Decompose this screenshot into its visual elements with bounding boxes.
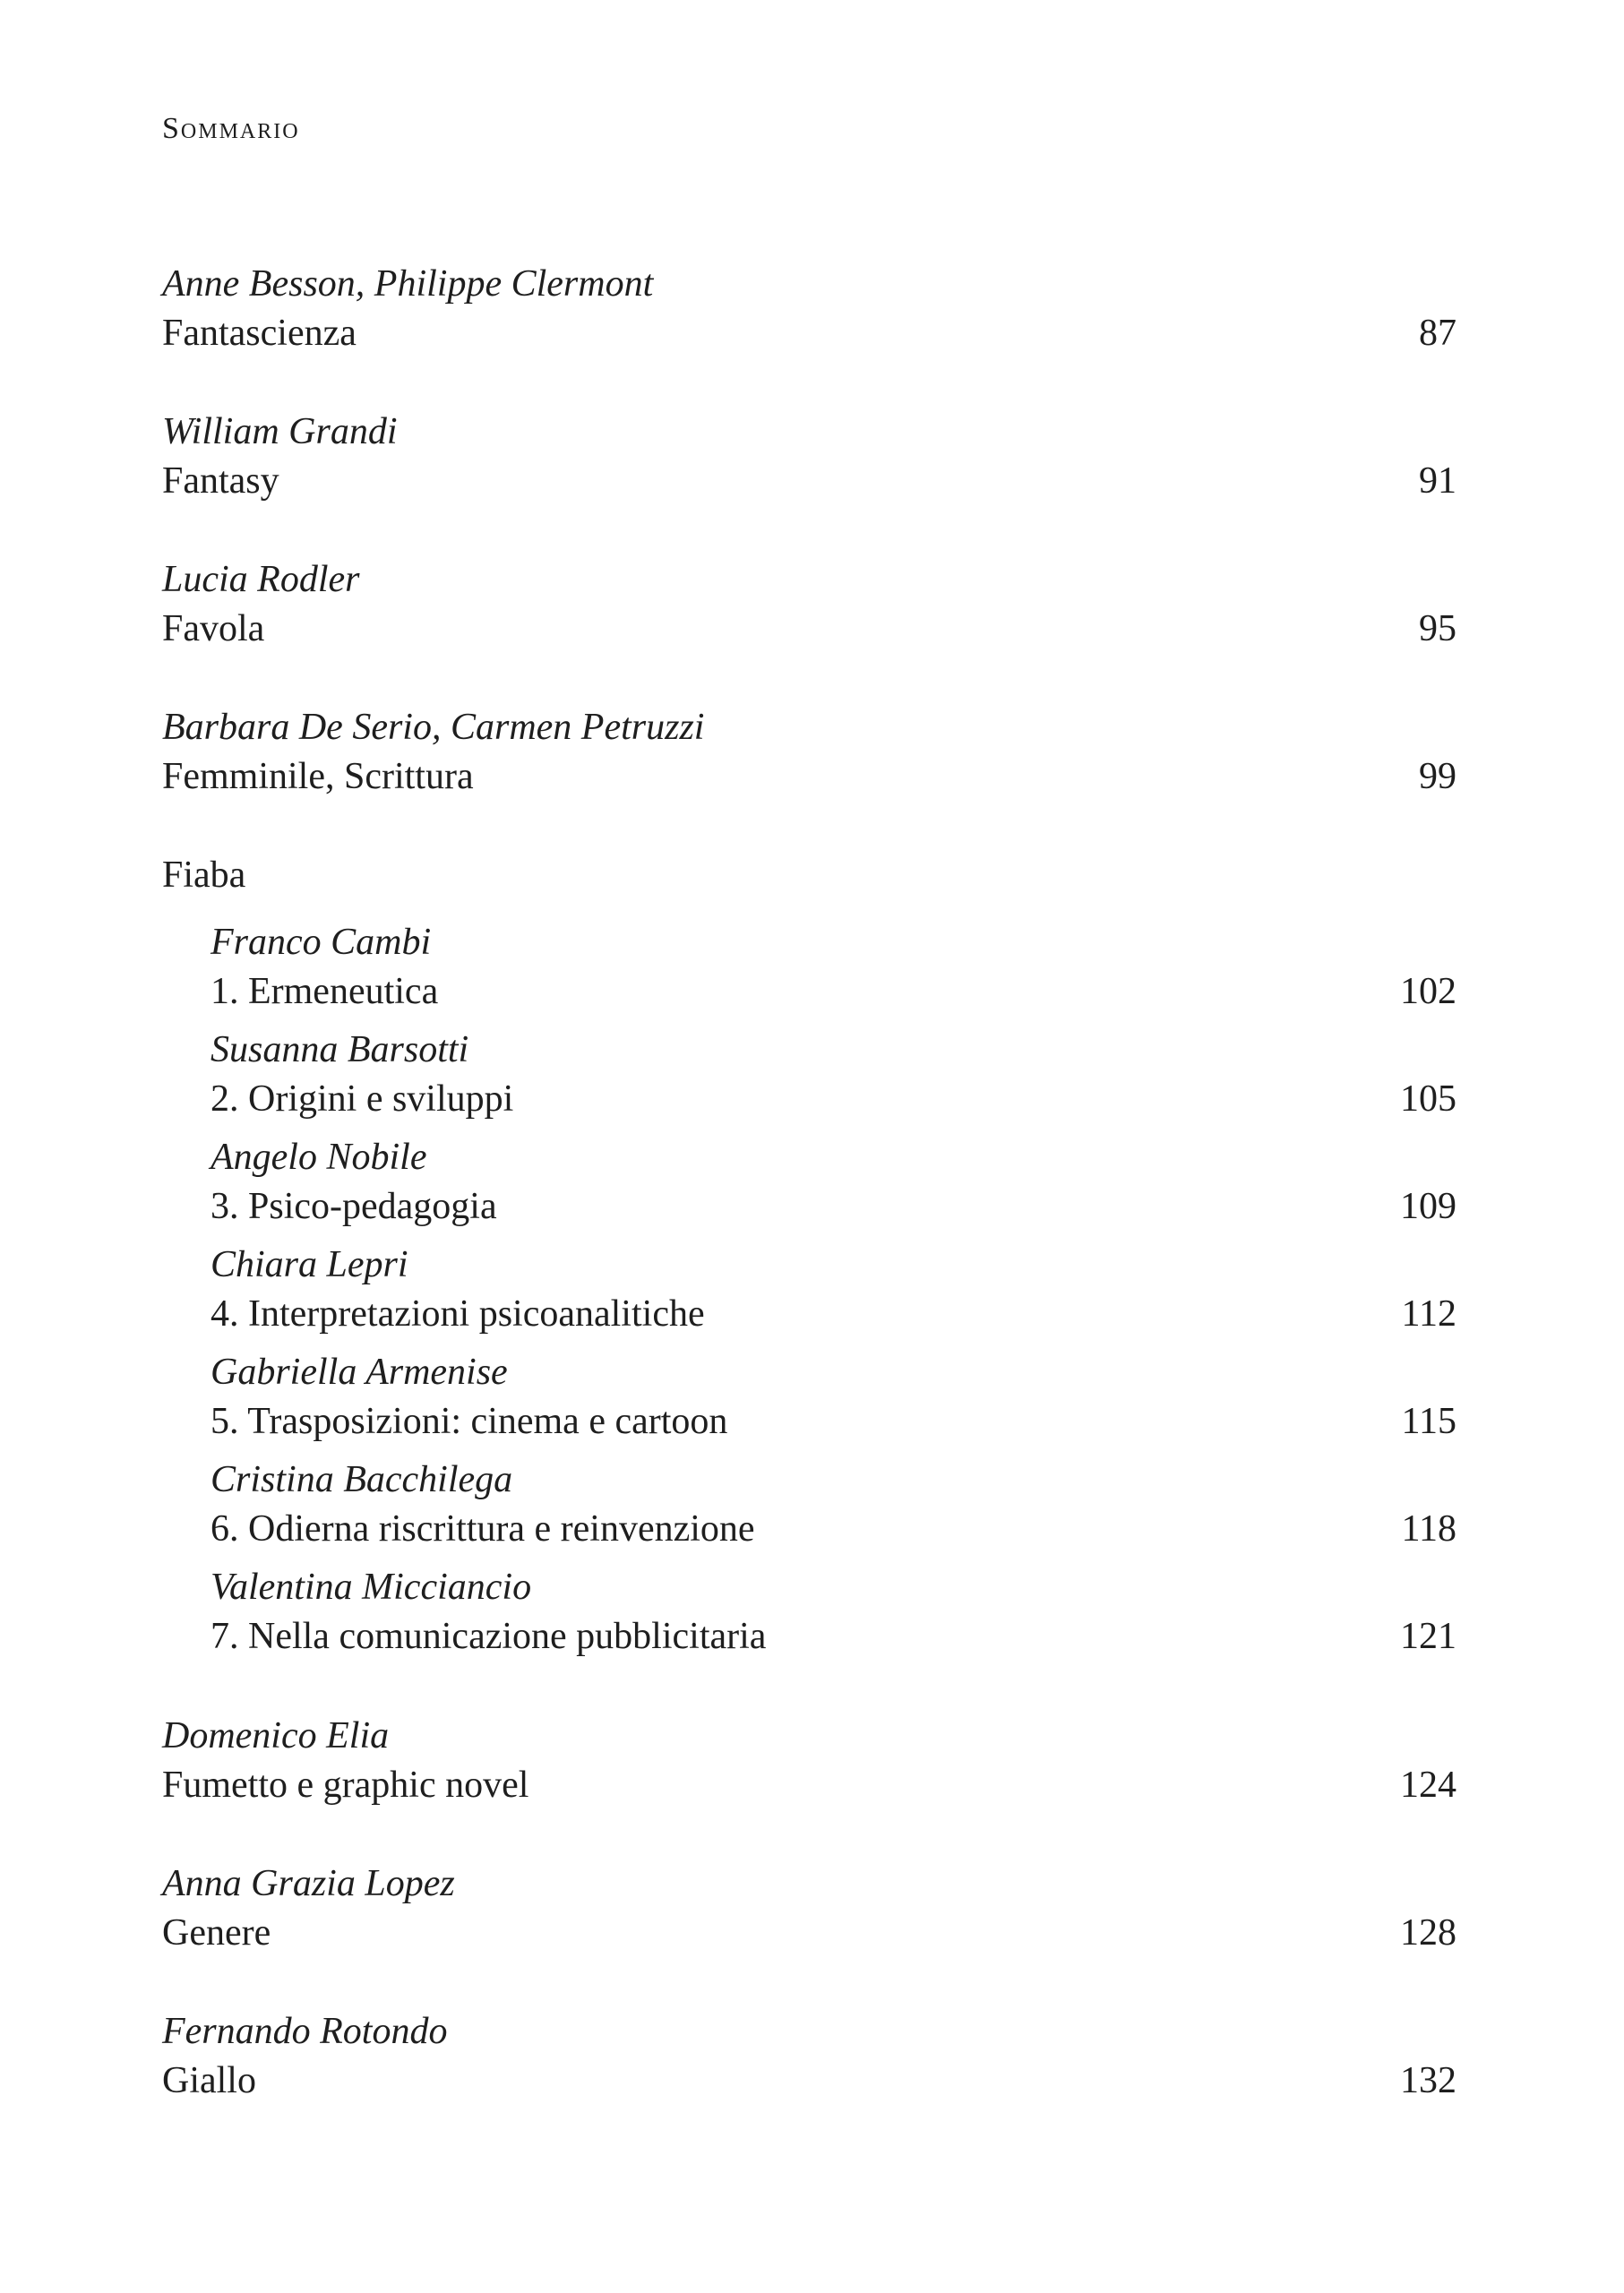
toc-entry bbox=[162, 408, 1456, 506]
toc-sub-entry bbox=[211, 1241, 1456, 1339]
entry-title: Favola bbox=[162, 608, 265, 649]
toc-entry bbox=[162, 703, 1456, 802]
entry-page-number: 132 bbox=[1400, 2060, 1456, 2101]
entry-author: Susanna Barsotti bbox=[211, 1029, 469, 1070]
entry-title: Genere bbox=[162, 1912, 271, 1954]
table-of-contents bbox=[162, 260, 1456, 2155]
entry-author: Domenico Elia bbox=[162, 1715, 390, 1756]
entry-page-number: 128 bbox=[1400, 1912, 1456, 1954]
entry-page-number: 105 bbox=[1400, 1078, 1456, 1120]
entry-page-number: 87 bbox=[1419, 313, 1456, 354]
running-head: Sommario bbox=[162, 112, 300, 145]
entry-row bbox=[162, 1909, 1456, 1958]
entry-author: Barbara De Serio, Carmen Petruzzi bbox=[162, 707, 705, 748]
entry-title: Femminile, Scrittura bbox=[162, 756, 474, 797]
toc-sub-entry bbox=[211, 1133, 1456, 1232]
toc-entry bbox=[162, 260, 1456, 358]
entry-title: Fumetto e graphic novel bbox=[162, 1765, 529, 1806]
entry-page-number: 118 bbox=[1401, 1508, 1456, 1550]
entry-author: Angelo Nobile bbox=[211, 1137, 427, 1178]
entry-page-number: 124 bbox=[1400, 1765, 1456, 1806]
entry-title: Fantascienza bbox=[162, 313, 357, 354]
toc-sub-entry bbox=[211, 1456, 1456, 1554]
entry-page-number: 115 bbox=[1401, 1401, 1456, 1442]
entry-author: Franco Cambi bbox=[211, 922, 432, 963]
entry-row bbox=[211, 1612, 1456, 1662]
entry-author: Cristina Bacchilega bbox=[211, 1459, 513, 1500]
entry-author: Chiara Lepri bbox=[211, 1244, 408, 1285]
toc-section bbox=[162, 851, 1456, 1662]
entry-row bbox=[211, 1505, 1456, 1554]
entry-title: 6. Odierna riscrittura e reinvenzione bbox=[211, 1508, 755, 1550]
toc-entry bbox=[162, 1859, 1456, 1958]
entry-author: Valentina Micciancio bbox=[211, 1567, 532, 1608]
toc-entry bbox=[162, 555, 1456, 654]
entry-row bbox=[211, 1397, 1456, 1447]
entry-row bbox=[162, 309, 1456, 358]
entry-page-number: 91 bbox=[1419, 460, 1456, 502]
entry-page-number: 95 bbox=[1419, 608, 1456, 649]
entry-row bbox=[162, 2057, 1456, 2106]
entry-title: 4. Interpretazioni psicoanalitiche bbox=[211, 1293, 705, 1335]
toc-sub-entry bbox=[211, 1026, 1456, 1124]
toc-sub-entry bbox=[211, 1563, 1456, 1662]
entry-title: 7. Nella comunicazione pubblicitaria bbox=[211, 1616, 767, 1657]
entry-page-number: 109 bbox=[1400, 1186, 1456, 1227]
entry-title: 5. Trasposizioni: cinema e cartoon bbox=[211, 1401, 728, 1442]
entry-row bbox=[162, 752, 1456, 802]
entry-author: Anne Besson, Philippe Clermont bbox=[162, 263, 654, 305]
entry-title: Fantasy bbox=[162, 460, 279, 502]
entry-author: Lucia Rodler bbox=[162, 559, 360, 600]
entry-title: Giallo bbox=[162, 2060, 256, 2101]
section-items bbox=[162, 918, 1456, 1662]
entry-author: Fernando Rotondo bbox=[162, 2011, 448, 2052]
section-title: Fiaba bbox=[162, 855, 246, 896]
entry-author: William Grandi bbox=[162, 411, 398, 452]
entry-page-number: 121 bbox=[1400, 1616, 1456, 1657]
entry-row bbox=[211, 967, 1456, 1017]
entry-author: Gabriella Armenise bbox=[211, 1352, 508, 1393]
toc-entry bbox=[162, 2007, 1456, 2106]
entry-row bbox=[162, 605, 1456, 654]
entry-row bbox=[162, 1761, 1456, 1810]
entry-page-number: 112 bbox=[1401, 1293, 1456, 1335]
entry-title: 3. Psico-pedagogia bbox=[211, 1186, 497, 1227]
toc-sub-entry bbox=[211, 918, 1456, 1017]
entry-row bbox=[211, 1182, 1456, 1232]
toc-entry bbox=[162, 1712, 1456, 1810]
entry-author: Anna Grazia Lopez bbox=[162, 1863, 455, 1904]
entry-page-number: 102 bbox=[1400, 971, 1456, 1012]
toc-sub-entry bbox=[211, 1348, 1456, 1447]
entry-row bbox=[211, 1290, 1456, 1339]
entry-title: 2. Origini e sviluppi bbox=[211, 1078, 514, 1120]
entry-row bbox=[162, 457, 1456, 506]
entry-page-number: 99 bbox=[1419, 756, 1456, 797]
entry-row bbox=[211, 1075, 1456, 1124]
entry-title: 1. Ermeneutica bbox=[211, 971, 439, 1012]
